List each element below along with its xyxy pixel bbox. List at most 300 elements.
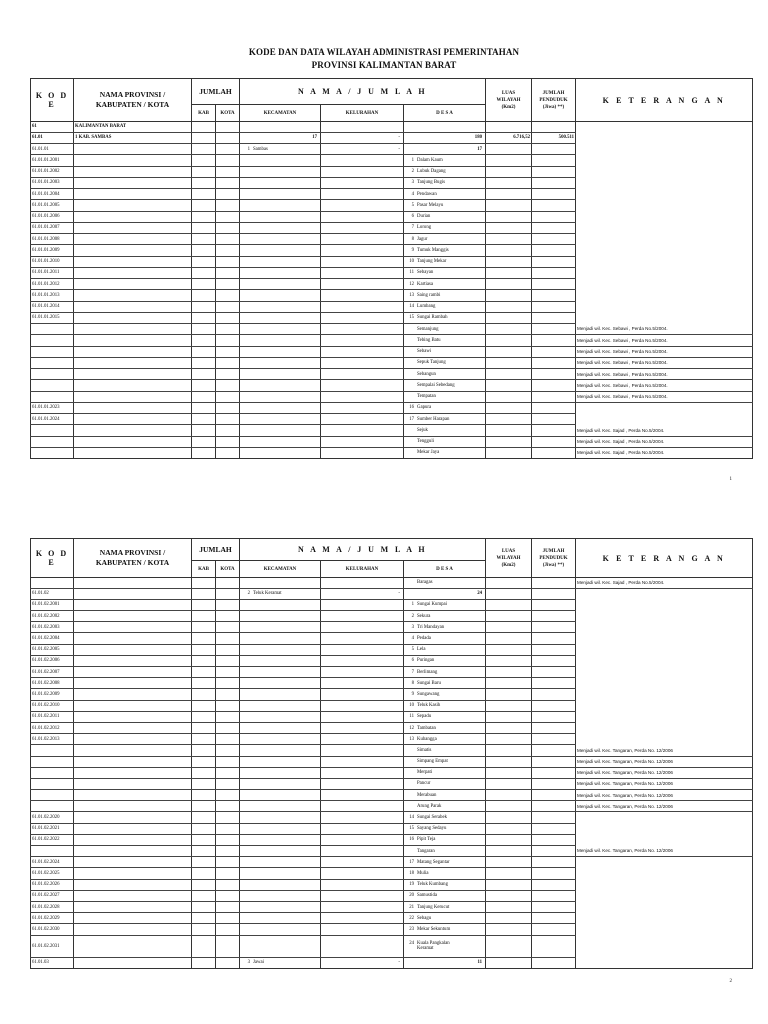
kode-cell: 61.01.01.2009 — [31, 245, 74, 256]
nama-cell — [74, 301, 192, 312]
kecamatan-cell — [240, 633, 321, 644]
table-row — [31, 267, 753, 278]
kelurahan-cell — [321, 644, 404, 655]
luas-cell — [486, 189, 532, 200]
nama-cell — [74, 402, 192, 413]
desa-cell — [404, 711, 486, 722]
kab-cell — [192, 745, 216, 756]
jumlah-penduduk-cell — [532, 834, 576, 845]
kecamatan-cell — [240, 324, 321, 335]
jumlah-penduduk-cell — [532, 745, 576, 756]
kecamatan-cell — [240, 155, 321, 166]
kecamatan-cell — [240, 823, 321, 834]
jumlah-penduduk-cell — [532, 380, 576, 391]
kelurahan-cell — [321, 823, 404, 834]
kab-cell — [192, 857, 216, 868]
kecamatan-cell — [240, 245, 321, 256]
jumlah-penduduk-cell — [532, 655, 576, 666]
kota-cell — [216, 767, 240, 778]
table-header — [30, 78, 753, 122]
desa-cell — [404, 155, 486, 166]
kota-cell — [216, 823, 240, 834]
desa-name: Merabuan — [417, 792, 437, 798]
kecamatan-cell — [240, 200, 321, 211]
jumlah-penduduk-cell — [532, 722, 576, 733]
kode-cell — [31, 346, 74, 357]
kecamatan-cell — [240, 380, 321, 391]
jumlah-penduduk-cell — [532, 957, 576, 968]
luas-cell — [486, 913, 532, 924]
desa-cell — [404, 890, 486, 901]
jumlah-penduduk-cell — [532, 245, 576, 256]
jumlah-penduduk-cell — [532, 622, 576, 633]
desa-cell — [404, 256, 486, 267]
kode-cell: 61.01.02.2026 — [31, 879, 74, 890]
desa-cell — [404, 599, 486, 610]
kode-cell — [31, 436, 74, 447]
kecamatan-cell — [240, 655, 321, 666]
kelurahan-cell: - — [321, 132, 404, 143]
kab-cell — [192, 790, 216, 801]
desa-name: Sejuk — [417, 427, 428, 433]
keterangan-cell — [576, 901, 753, 912]
luas-cell — [486, 812, 532, 823]
kota-cell — [216, 414, 240, 425]
kecamatan-cell — [240, 924, 321, 935]
kode-cell — [31, 778, 74, 789]
desa-number: 1 — [411, 602, 414, 608]
luas-cell — [486, 436, 532, 447]
kota-cell — [216, 380, 240, 391]
table-row — [31, 633, 753, 644]
table-row — [31, 655, 753, 666]
desa-name: Tanjung Kerucut — [417, 904, 450, 910]
jumlah-penduduk-cell — [532, 447, 576, 458]
jumlah-penduduk-cell — [532, 767, 576, 778]
keterangan-cell — [576, 189, 753, 200]
nama-cell — [74, 834, 192, 845]
kab-cell — [192, 834, 216, 845]
kecamatan-cell — [240, 346, 321, 357]
jumlah-penduduk-cell — [532, 144, 576, 155]
keterangan-cell — [576, 414, 753, 425]
desa-cell — [404, 823, 486, 834]
nama-cell — [74, 245, 192, 256]
table-row — [31, 414, 753, 425]
header-kelurahan: KELURAHAN — [321, 105, 404, 122]
desa-name: Kartiasa — [417, 281, 433, 287]
kode-cell: 61.01.01.2003 — [31, 177, 74, 188]
desa-cell — [404, 678, 486, 689]
kelurahan-cell — [321, 890, 404, 901]
desa-cell — [404, 189, 486, 200]
desa-cell — [404, 913, 486, 924]
desa-name: Kuala Pangkalan Keramat — [417, 941, 450, 952]
desa-cell — [404, 577, 486, 588]
kota-cell — [216, 633, 240, 644]
desa-name: Tri Mandayan — [417, 624, 445, 630]
luas-cell — [486, 391, 532, 402]
desa-cell — [404, 245, 486, 256]
kode-cell: 61.01.01.2008 — [31, 234, 74, 245]
nama-cell — [74, 756, 192, 767]
kode-cell: 61.01 — [31, 132, 74, 143]
kode-cell: 61.01.02.2012 — [31, 722, 74, 733]
desa-cell — [404, 177, 486, 188]
table-row — [31, 823, 753, 834]
desa-name: Puringan — [417, 658, 435, 664]
desa-name: Tambatan — [417, 725, 436, 731]
desa-number: 24 — [409, 941, 414, 947]
desa-name: Tangaran — [417, 848, 435, 854]
kota-cell — [216, 312, 240, 323]
desa-number: 6 — [411, 214, 414, 220]
kelurahan-cell — [321, 745, 404, 756]
desa-cell — [404, 200, 486, 211]
luas-cell — [486, 622, 532, 633]
keterangan-cell — [576, 868, 753, 879]
nama-cell — [74, 901, 192, 912]
table-row — [31, 324, 753, 335]
desa-cell — [404, 132, 486, 143]
kota-cell — [216, 890, 240, 901]
kecamatan-cell — [240, 857, 321, 868]
header-nama-line2: KABUPATEN / KOTA — [95, 100, 170, 109]
desa-name: Simatis — [417, 747, 432, 753]
keterangan-cell — [576, 644, 753, 655]
luas-cell — [486, 380, 532, 391]
kode-cell: 61.01.02.2031 — [31, 935, 74, 957]
table-row — [31, 924, 753, 935]
desa-total: 11 — [477, 960, 482, 966]
kab-cell — [192, 335, 216, 346]
kelurahan-cell — [321, 200, 404, 211]
keterangan-cell — [576, 144, 753, 155]
kode-cell — [31, 335, 74, 346]
nama-cell — [74, 599, 192, 610]
desa-name: Sungai Kumpai — [417, 602, 447, 608]
nama-cell — [74, 447, 192, 458]
desa-total: 180 — [474, 135, 482, 141]
kode-cell: 61.01.02.2025 — [31, 868, 74, 879]
nama-cell — [74, 211, 192, 222]
kab-cell — [192, 369, 216, 380]
kelurahan-cell — [321, 913, 404, 924]
jumlah-penduduk-cell — [532, 177, 576, 188]
desa-cell — [404, 689, 486, 700]
kota-cell — [216, 756, 240, 767]
jumlah-penduduk-cell — [532, 312, 576, 323]
table-row — [31, 245, 753, 256]
table-row — [31, 812, 753, 823]
jumlah-penduduk-cell — [532, 924, 576, 935]
jumlah-penduduk-cell — [532, 778, 576, 789]
kecamatan-number: 3 — [247, 960, 250, 966]
luas-cell — [486, 689, 532, 700]
desa-cell — [404, 667, 486, 678]
kota-cell — [216, 211, 240, 222]
kota-cell — [216, 357, 240, 368]
nama-cell — [74, 890, 192, 901]
desa-cell — [404, 324, 486, 335]
luas-cell — [486, 823, 532, 834]
desa-name: Sebagu — [417, 915, 432, 921]
nama-cell — [74, 745, 192, 756]
jumlah-penduduk-cell — [532, 700, 576, 711]
jumlah-penduduk-cell — [532, 857, 576, 868]
kota-cell — [216, 391, 240, 402]
keterangan-cell — [576, 312, 753, 323]
kecamatan-cell — [240, 312, 321, 323]
desa-name: Lorong — [417, 225, 432, 231]
luas-cell — [486, 879, 532, 890]
desa-cell — [404, 722, 486, 733]
kelurahan-cell — [321, 222, 404, 233]
desa-number: 12 — [409, 281, 414, 287]
desa-number: 12 — [409, 725, 414, 731]
kelurahan-cell — [321, 622, 404, 633]
kab-cell — [192, 279, 216, 290]
table-row — [31, 935, 753, 957]
nama-cell — [74, 722, 192, 733]
table-row — [31, 700, 753, 711]
desa-cell — [404, 778, 486, 789]
desa-name: Sebawi — [417, 349, 432, 355]
desa-name: Dalam Kaum — [417, 157, 443, 163]
jumlah-penduduk-cell — [532, 222, 576, 233]
header-nama-jumlah: N A M A / J U M L A H — [240, 539, 486, 561]
kab-cell — [192, 121, 216, 132]
kecamatan-cell — [240, 834, 321, 845]
nama-cell — [74, 144, 192, 155]
keterangan-cell — [576, 301, 753, 312]
desa-name: Tempatan — [417, 394, 436, 400]
kab-cell — [192, 890, 216, 901]
keterangan-cell — [576, 222, 753, 233]
kab-cell — [192, 868, 216, 879]
kota-cell — [216, 711, 240, 722]
keterangan-cell — [576, 924, 753, 935]
nama-cell — [74, 655, 192, 666]
kecamatan-name: Sambas — [253, 146, 268, 152]
nama-cell — [74, 812, 192, 823]
desa-name: Sungai Serabek — [417, 815, 447, 821]
desa-name: Lubuk Dagang — [417, 169, 446, 175]
kota-cell — [216, 402, 240, 413]
header-luas — [486, 539, 532, 578]
kota-cell — [216, 267, 240, 278]
kab-cell — [192, 678, 216, 689]
kode-cell — [31, 380, 74, 391]
header-jp-line1: JUMLAH — [542, 90, 565, 96]
kelurahan-cell — [321, 689, 404, 700]
kab-cell — [192, 655, 216, 666]
table-row — [31, 588, 753, 599]
nama-cell — [74, 700, 192, 711]
kab-cell — [192, 924, 216, 935]
jumlah-penduduk-cell — [532, 189, 576, 200]
desa-name: Sungai Baru — [417, 680, 441, 686]
nama-cell — [74, 222, 192, 233]
jumlah-penduduk-cell — [532, 711, 576, 722]
keterangan-cell — [576, 177, 753, 188]
nama-cell — [74, 588, 192, 599]
desa-cell — [404, 767, 486, 778]
desa-number: 5 — [411, 202, 414, 208]
kelurahan-cell — [321, 834, 404, 845]
luas-cell — [486, 425, 532, 436]
keterangan-cell — [576, 812, 753, 823]
desa-cell — [404, 622, 486, 633]
kelurahan-cell — [321, 245, 404, 256]
desa-name: Pedada — [417, 636, 431, 642]
table-row — [31, 391, 753, 402]
header-luas-line3: (Km2) — [501, 562, 516, 568]
kota-cell — [216, 166, 240, 177]
kelurahan-cell — [321, 767, 404, 778]
keterangan-cell — [576, 611, 753, 622]
jumlah-penduduk-cell — [532, 667, 576, 678]
desa-number: 13 — [409, 736, 414, 742]
luas-cell — [486, 711, 532, 722]
desa-name: Teluk Kumbang — [417, 882, 448, 888]
nama-cell — [74, 689, 192, 700]
kelurahan-cell — [321, 901, 404, 912]
table-row — [31, 234, 753, 245]
table-row — [31, 868, 753, 879]
jumlah-penduduk-cell — [532, 577, 576, 588]
kecamatan-cell — [240, 778, 321, 789]
luas-cell — [486, 644, 532, 655]
nama-cell — [74, 711, 192, 722]
header-keterangan: K E T E R A N G A N — [576, 539, 753, 578]
kota-cell — [216, 577, 240, 588]
keterangan-cell — [576, 132, 753, 143]
header-kota: KOTA — [216, 561, 240, 578]
table-row — [31, 346, 753, 357]
desa-cell — [404, 436, 486, 447]
kota-cell — [216, 189, 240, 200]
desa-number: 9 — [411, 247, 414, 253]
header-luas-line1: LUAS — [501, 548, 516, 554]
kecamatan-cell — [240, 211, 321, 222]
desa-number: 14 — [409, 815, 414, 821]
kode-cell — [31, 767, 74, 778]
kota-cell — [216, 778, 240, 789]
nama-cell — [74, 801, 192, 812]
table-row — [31, 689, 753, 700]
header-jp-line2: PENDUDUK — [539, 97, 568, 103]
table-row — [31, 256, 753, 267]
kelurahan-cell — [321, 711, 404, 722]
desa-cell — [404, 425, 486, 436]
kecamatan-cell — [240, 901, 321, 912]
kab-cell — [192, 711, 216, 722]
kode-cell: 61.01.01.2001 — [31, 155, 74, 166]
kode-cell: 61.01.01.2004 — [31, 189, 74, 200]
jumlah-penduduk-cell — [532, 335, 576, 346]
kab-cell — [192, 447, 216, 458]
kode-cell: 61.01.02.2029 — [31, 913, 74, 924]
keterangan-cell — [576, 857, 753, 868]
desa-number: 3 — [411, 180, 414, 186]
kecamatan-cell — [240, 644, 321, 655]
jumlah-penduduk-cell — [532, 211, 576, 222]
header-jp-line1: JUMLAH — [542, 548, 565, 554]
kode-cell — [31, 790, 74, 801]
kecamatan-cell — [240, 177, 321, 188]
table-row — [31, 144, 753, 155]
table-row — [31, 711, 753, 722]
desa-cell — [404, 588, 486, 599]
nama-cell — [74, 177, 192, 188]
luas-cell — [486, 924, 532, 935]
kode-cell: 61.01.01.2023 — [31, 402, 74, 413]
keterangan-cell: Menjadi wil. Kec. Sajad , Perda No.5/2004. — [576, 425, 753, 436]
luas-cell — [486, 177, 532, 188]
kelurahan-cell — [321, 267, 404, 278]
nama-cell — [74, 823, 192, 834]
header-nama-line2: KABUPATEN / KOTA — [95, 558, 170, 567]
kab-cell — [192, 324, 216, 335]
kecamatan-cell — [240, 734, 321, 745]
document-subtitle: PROVINSI KALIMANTAN BARAT — [311, 60, 457, 70]
desa-number: 9 — [411, 691, 414, 697]
kota-cell — [216, 790, 240, 801]
nama-cell — [74, 678, 192, 689]
keterangan-cell — [576, 655, 753, 666]
desa-cell — [404, 611, 486, 622]
kecamatan-cell — [240, 121, 321, 132]
kelurahan-cell — [321, 812, 404, 823]
luas-cell — [486, 655, 532, 666]
kecamatan-cell — [240, 290, 321, 301]
kota-cell — [216, 846, 240, 857]
kecamatan-cell — [240, 611, 321, 622]
table-row — [31, 290, 753, 301]
header-nama-line1: NAMA PROVINSI / — [99, 548, 166, 557]
desa-number: 16 — [409, 837, 414, 843]
kab-cell — [192, 913, 216, 924]
keterangan-cell: Menjadi wil. Kec. Sebawi , Perda No.5/2004. — [576, 335, 753, 346]
desa-cell — [404, 901, 486, 912]
nama-cell — [74, 957, 192, 968]
kelurahan-cell — [321, 722, 404, 733]
kelurahan-cell — [321, 846, 404, 857]
keterangan-cell — [576, 890, 753, 901]
kota-cell — [216, 121, 240, 132]
keterangan-cell — [576, 622, 753, 633]
nama-cell — [74, 790, 192, 801]
kecamatan-cell — [240, 267, 321, 278]
kelurahan-cell — [321, 290, 404, 301]
desa-name: Kubangga — [417, 736, 437, 742]
kota-cell — [216, 722, 240, 733]
kota-cell — [216, 256, 240, 267]
luas-cell — [486, 414, 532, 425]
jumlah-penduduk-cell: 500.511 — [532, 132, 576, 143]
kecamatan-cell — [240, 767, 321, 778]
desa-cell — [404, 734, 486, 745]
kode-cell: 61.01.01.2015 — [31, 312, 74, 323]
kode-cell: 61.01.02.2005 — [31, 644, 74, 655]
kab-cell — [192, 222, 216, 233]
desa-name: Mulia — [417, 870, 429, 876]
desa-cell — [404, 346, 486, 357]
jumlah-penduduk-cell — [532, 633, 576, 644]
table-row — [31, 177, 753, 188]
desa-name: Sungawang — [417, 691, 440, 697]
